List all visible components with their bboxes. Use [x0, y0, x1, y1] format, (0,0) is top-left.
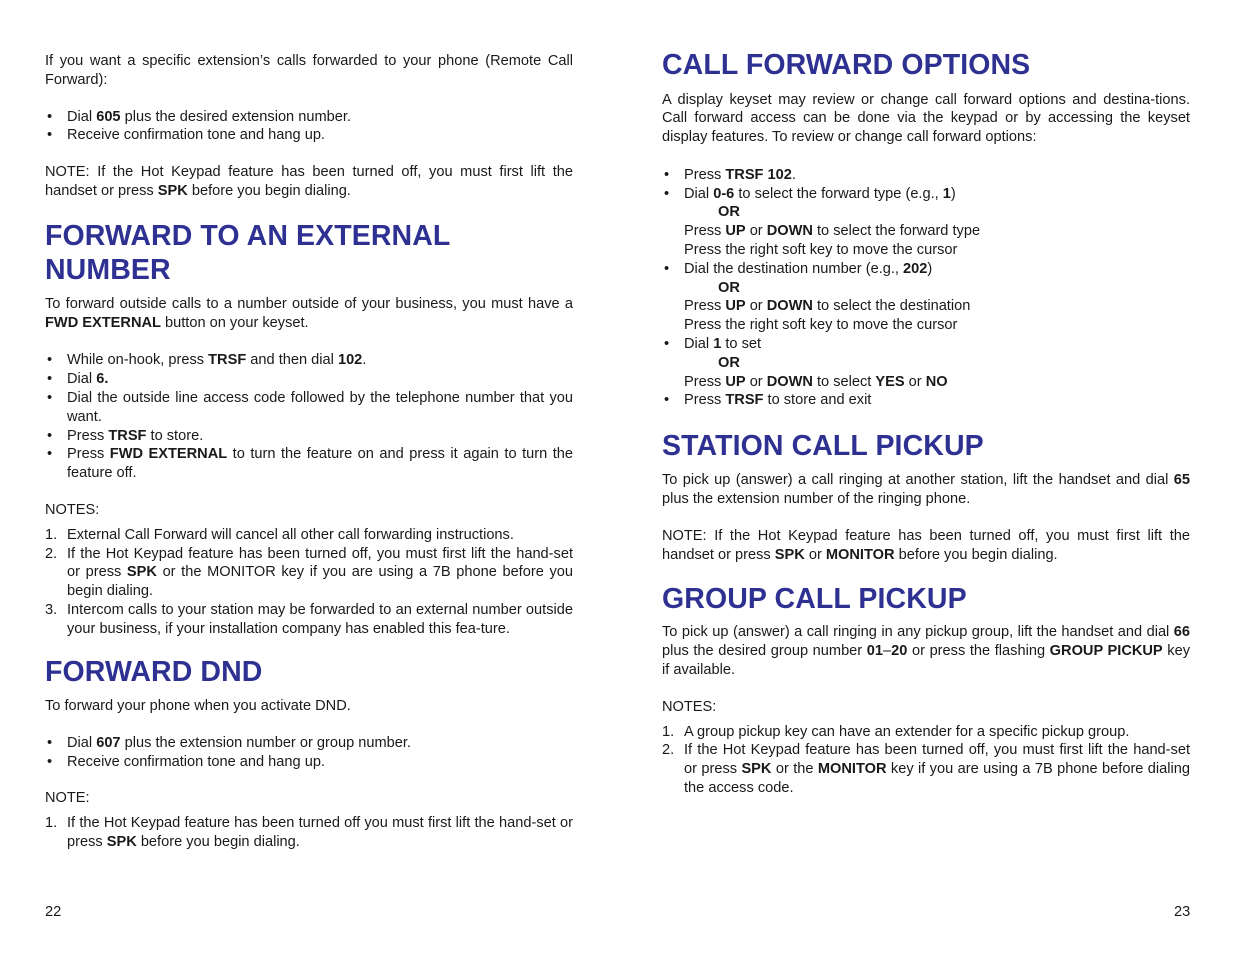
- step-line: • Dial 1 to set: [684, 336, 762, 353]
- call-forward-options-heading: CALL FORWARD OPTIONS: [662, 49, 1031, 81]
- bold-term: 65: [1173, 471, 1190, 488]
- bold-term: TRSF: [725, 392, 764, 409]
- step-line: Press UP or DOWN to select YES or NO: [684, 373, 948, 390]
- step-line: Press the right soft key to move the cursor: [684, 242, 958, 259]
- forward-external-intro: To forward outside calls to a number outside of your business, you must have a FWD EXTERNAL button on your keyset.: [45, 295, 573, 331]
- bold-term: 01: [866, 643, 884, 660]
- list-item: • Press TRSF to store.: [45, 427, 573, 446]
- page-number-left: 22: [45, 904, 62, 920]
- bold-term: 1: [942, 185, 951, 202]
- step-line: • Dial 0-6 to select the forward type (e.g., 1): [684, 185, 956, 202]
- station-call-pickup-intro: To pick up (answer) a call ringing at another station, lift the handset and dial 65 plus the extension number of the ringing phone.: [662, 471, 1190, 507]
- bold-term: SPK: [126, 564, 157, 581]
- bold-term: YES: [875, 373, 905, 390]
- call-forward-options-intro: A display keyset may review or change call forward options and destina-tions. Call forward access can be done via the keypad or by accessing the keyset display features. To review or change call forward options:: [662, 91, 1190, 146]
- list-item: • Dial 607 plus the extension number or group number.: [45, 734, 573, 753]
- bold-term: SPK: [157, 182, 188, 199]
- group-call-pickup-notes-label: NOTES:: [662, 698, 717, 715]
- list-item: [662, 260, 1190, 335]
- group-call-pickup-intro: To pick up (answer) a call ringing in any pickup group, lift the handset and dial 66 plus the desired group number 01–20 or press the flashing GROUP PICKUP key if available.: [662, 624, 1190, 679]
- step-line: • Dial the destination number (e.g., 202): [684, 260, 933, 277]
- step-line: Press UP or DOWN to select the destination: [684, 298, 971, 315]
- left-page: [45, 0, 573, 852]
- bold-term: SPK: [741, 761, 772, 778]
- bold-term: 20: [891, 643, 908, 660]
- note-number: 2.: [662, 742, 675, 759]
- station-call-pickup-note: NOTE: If the Hot Keypad feature has been turned off, you must first lift the handset or press SPK or MONITOR before you begin dialing.: [662, 528, 1190, 564]
- bold-term: 202: [903, 260, 928, 277]
- bold-term: UP: [725, 298, 746, 315]
- bold-term: 605: [96, 108, 121, 125]
- list-item: [662, 335, 1190, 391]
- bold-term: UP: [725, 373, 746, 390]
- list-item: [662, 185, 1190, 260]
- or-separator: OR: [718, 279, 740, 296]
- station-call-pickup-heading: STATION CALL PICKUP: [662, 430, 984, 463]
- remote-forward-steps: [45, 108, 573, 146]
- group-call-pickup-notes: [662, 723, 1190, 798]
- bold-term: 607: [96, 734, 121, 751]
- forward-dnd-heading: FORWARD DND: [45, 655, 263, 688]
- bold-term: FWD EXTERNAL: [45, 314, 161, 331]
- forward-external-notes: [45, 526, 573, 639]
- bold-term: DOWN: [766, 298, 813, 315]
- note-number: 2.: [45, 545, 58, 562]
- bold-term: SPK: [774, 547, 805, 564]
- note-number: 1.: [45, 815, 58, 832]
- or-separator: OR: [718, 354, 740, 371]
- bold-term: FWD EXTERNAL: [109, 446, 228, 463]
- note-number: 3.: [45, 601, 58, 618]
- list-item: • Dial 605 plus the desired extension number.: [45, 108, 573, 127]
- list-item: • Press FWD EXTERNAL to turn the feature on and press it again to turn the feature off.: [45, 445, 573, 483]
- numbered-note: 3. Intercom calls to your station may be forwarded to an external number outside your business, if your installation company has enabled this fea-ture.: [45, 601, 573, 637]
- numbered-note: 1. If the Hot Keypad feature has been turned off you must first lift the hand-set or press SPK before you begin dialing.: [45, 815, 573, 851]
- bold-term: UP: [725, 223, 746, 240]
- bold-term: 6.: [96, 371, 109, 388]
- note-number: 1.: [45, 526, 58, 543]
- call-forward-options-steps: [662, 166, 1190, 410]
- list-item: [662, 166, 1190, 185]
- bold-term: DOWN: [766, 373, 813, 390]
- or-separator: OR: [718, 204, 740, 221]
- forward-dnd-notes: [45, 814, 573, 852]
- list-item: • Dial 6.: [45, 370, 573, 389]
- group-call-pickup-heading: GROUP CALL PICKUP: [662, 582, 967, 615]
- list-item: • Receive confirmation tone and hang up.: [45, 753, 573, 772]
- numbered-note: 2. If the Hot Keypad feature has been turned off, you must first lift the hand-set or press SPK or the MONITOR key if you are using a 7B phone before you begin dialing.: [45, 545, 573, 600]
- list-item: • Receive confirmation tone and hang up.: [45, 126, 573, 145]
- bold-term: SPK: [106, 834, 137, 851]
- step-line: Press UP or DOWN to select the forward type: [684, 223, 981, 240]
- step-line: Press the right soft key to move the cursor: [684, 317, 958, 334]
- bold-term: TRSF: [208, 352, 247, 369]
- forward-external-notes-label: NOTES:: [45, 501, 100, 518]
- numbered-note: 1. A group pickup key can have an extender for a specific pickup group.: [662, 723, 1130, 740]
- page-number-right: 23: [1174, 904, 1191, 920]
- forward-dnd-steps: [45, 734, 573, 772]
- bold-term: 66: [1173, 624, 1190, 641]
- bold-term: 1: [713, 336, 722, 353]
- bold-term: 102: [337, 352, 363, 369]
- bold-term: MONITOR: [825, 547, 895, 564]
- remote-forward-note: NOTE: If the Hot Keypad feature has been turned off, you must first lift the handset or press SPK before you begin dialing.: [45, 164, 573, 199]
- remote-forward-intro: If you want a specific extension’s calls forwarded to your phone (Remote Call Forward):: [45, 53, 573, 88]
- list-item: • While on-hook, press TRSF and then dial 102.: [45, 351, 573, 370]
- bold-term: TRSF: [108, 427, 147, 444]
- bold-term: NO: [925, 373, 948, 390]
- right-page: [662, 0, 1190, 798]
- numbered-note: 2. If the Hot Keypad feature has been turned off, you must first lift the hand-set or press SPK or the MONITOR key if you are using a 7B phone before dialing the access code.: [662, 742, 1190, 797]
- forward-external-heading: FORWARD TO AN EXTERNAL NUMBER: [45, 219, 450, 287]
- note-number: 1.: [662, 723, 675, 740]
- bold-term: MONITOR: [817, 761, 887, 778]
- step-line: • Press TRSF 102.: [684, 166, 796, 183]
- step-line: • Press TRSF to store and exit: [684, 392, 872, 409]
- bold-term: 0-6: [713, 185, 735, 202]
- list-item: [662, 391, 1190, 410]
- numbered-note: 1. External Call Forward will cancel all other call forwarding instructions.: [45, 526, 514, 543]
- forward-external-steps: [45, 351, 573, 483]
- bold-term: DOWN: [766, 223, 813, 240]
- forward-dnd-note-label: NOTE:: [45, 790, 90, 807]
- list-item: • Dial the outside line access code followed by the telephone number that you want.: [45, 389, 573, 427]
- forward-dnd-intro: To forward your phone when you activate DND.: [45, 698, 351, 715]
- bold-term: GROUP PICKUP: [1049, 643, 1163, 660]
- bold-term: TRSF 102: [725, 166, 792, 183]
